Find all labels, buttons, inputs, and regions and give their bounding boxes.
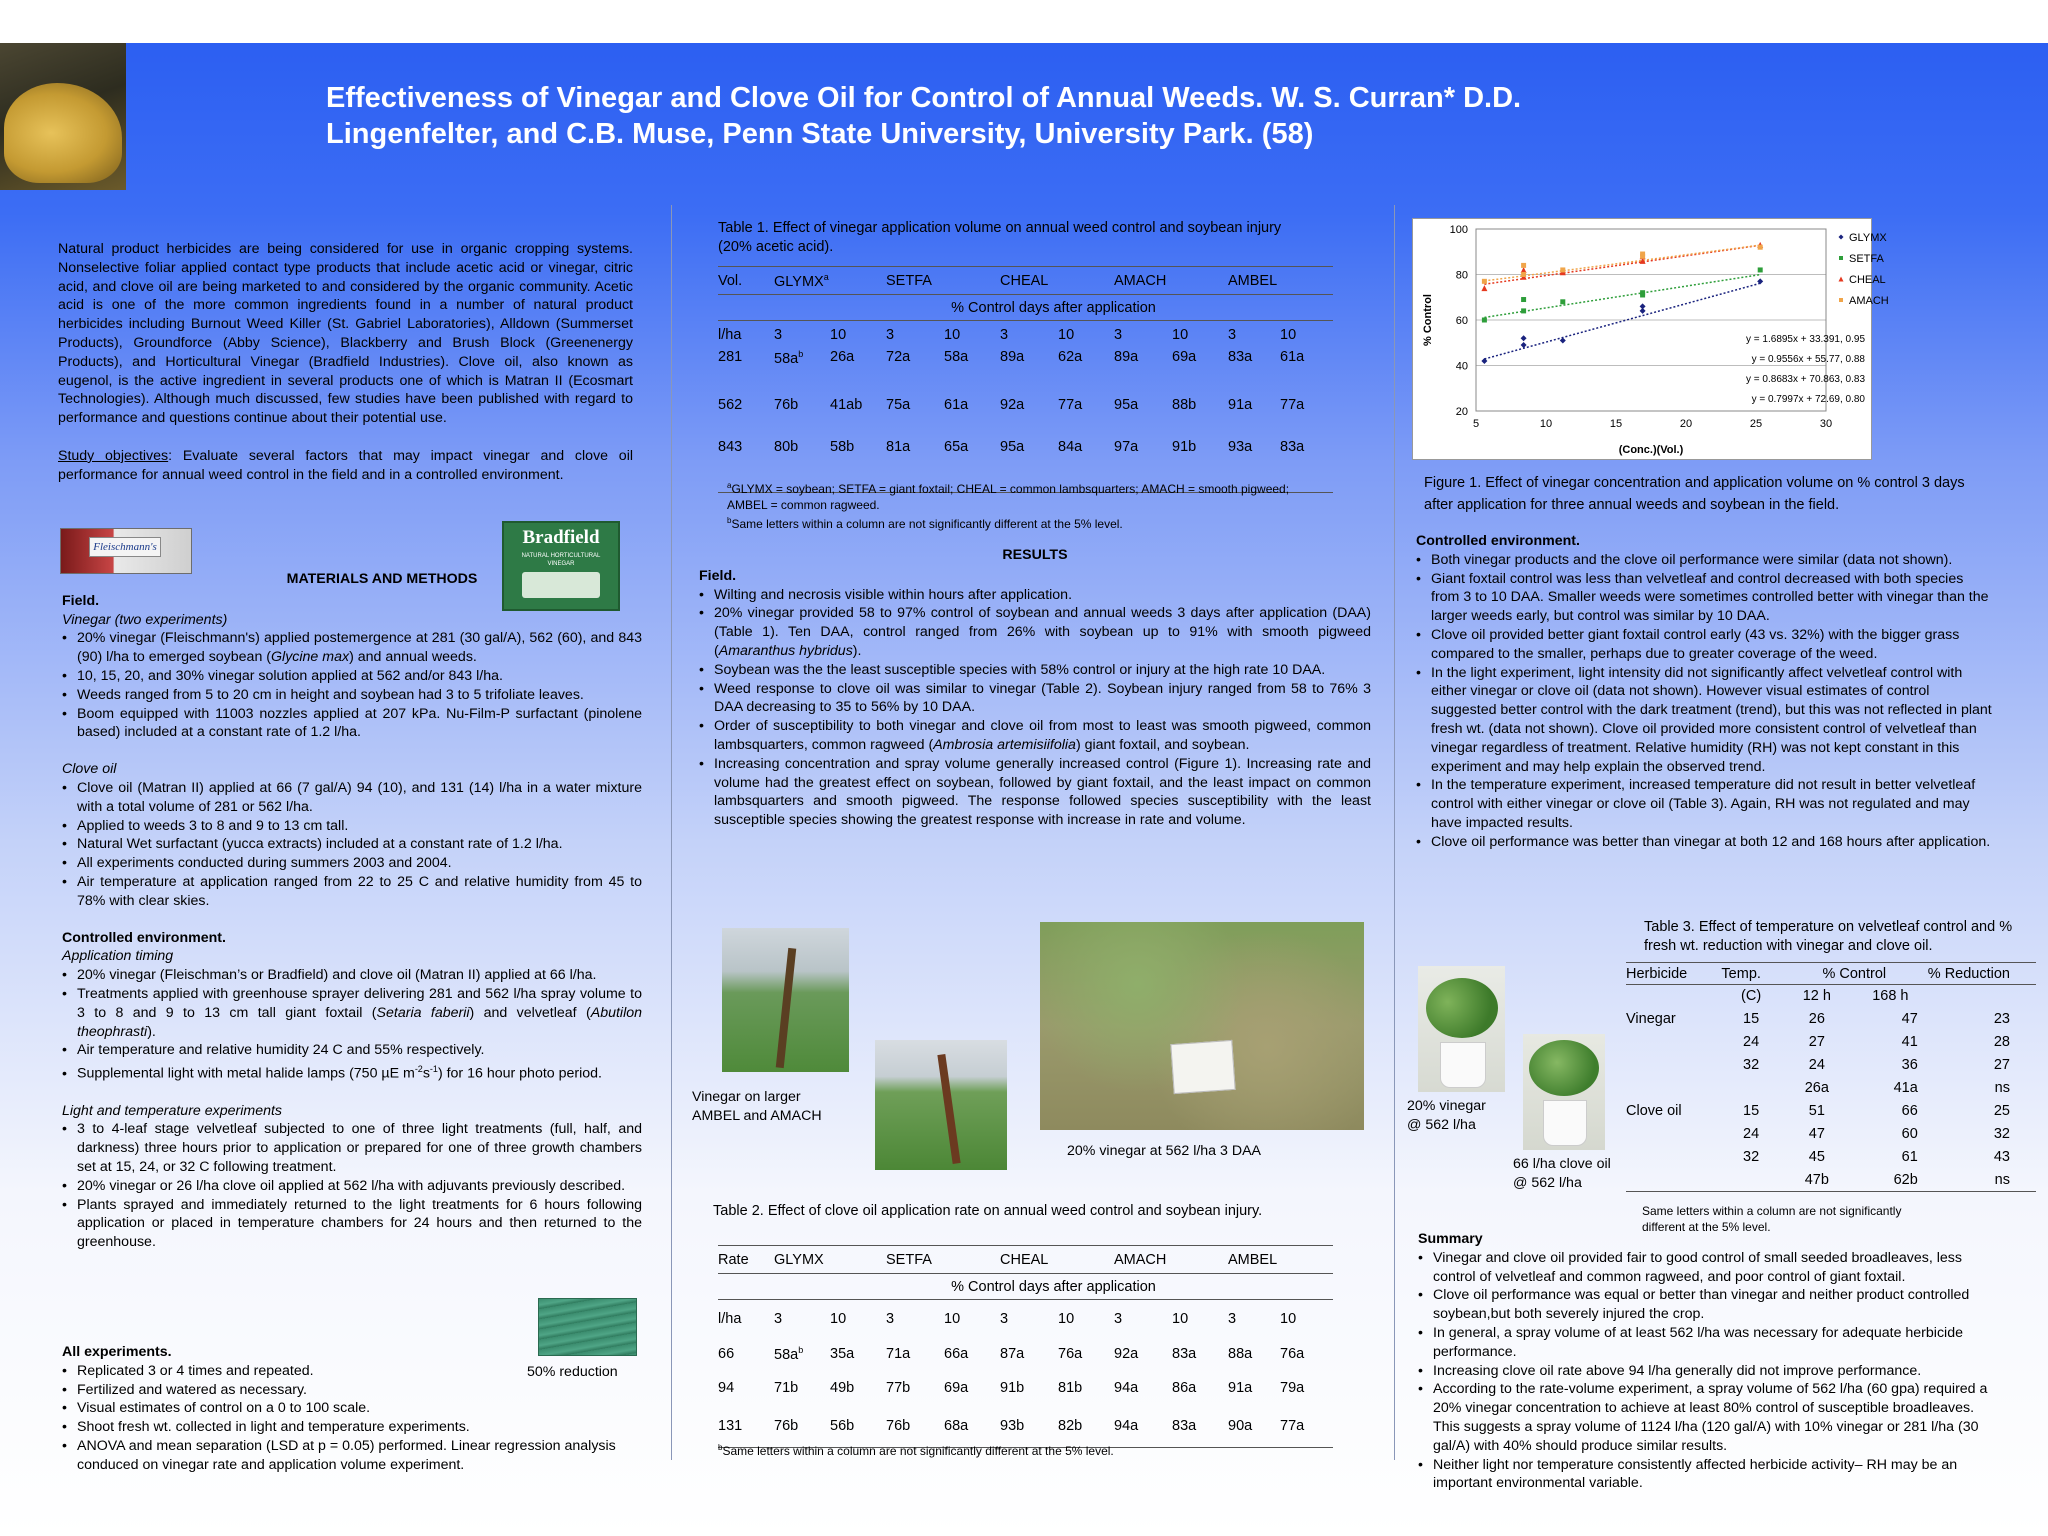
list-item: • Weed response to clove oil was similar to vinegar (Table 2). Soybean injury ranged from 58 to 76% 3 DAA decreasing to 35 to 56% by 10 DAA. [699, 680, 1371, 718]
plant-pot-shape [1543, 1100, 1587, 1146]
list-item: • Increasing clove oil rate above 94 l/ha generally did not improve performance. [1418, 1362, 2003, 1381]
table-row: 66 $58a^b$ 35a 71a 66a 87a 76a 92a 83a 88a 76a [718, 1344, 1305, 1363]
y-tick-20: 20 [1455, 406, 1468, 418]
list-item: • 20% vinegar (Fleischman’s or Bradfield) and clove oil (Matran II) applied at 66 l/ha. [62, 966, 642, 985]
fleischmanns-logo [60, 528, 192, 574]
table2-col-rate: Rate [718, 1251, 749, 1268]
field-plot-caption: 20% vinegar at 562 l/ha 3 DAA [1067, 1143, 1262, 1159]
table-row: 32 24 36 27 [1743, 1057, 2010, 1073]
results-field-heading: Field. [699, 567, 737, 584]
x-axis-label: (Conc.)(Vol.) [1618, 444, 1684, 456]
vinegar-experiments-heading: Vinegar (two experiments) [62, 611, 228, 628]
list-item: • Clove oil performance was equal or better than vinegar and neither product controlled soybean,but both severely injured the crop. [1418, 1286, 2003, 1324]
controlled-results-heading: Controlled environment. [1416, 533, 1580, 549]
list-item: • Shoot fresh wt. collected in light and temperature experiments. [62, 1418, 642, 1437]
list-item: • Giant foxtail control was less than velvetleaf and control decreased with both species from 3 to 10 DAA. Smaller weeds were sometimes controlled better with vinegar than the larger weeds early, but control was similar by 10 DAA. [1416, 570, 1992, 626]
list-item: • Soybean was the the least susceptible species with 58% control or injury at the high rate 10 DAA. [699, 661, 1371, 680]
list-item: • Boom equipped with 11003 nozzles applied at 207 kPa. Nu-Film-P surfactant (pinolene based) included at a constant rate of 1.2 l/ha. [62, 705, 642, 743]
table2-subheader: % Control days after application [951, 1278, 1156, 1295]
results-section [699, 546, 1371, 830]
list-item: • 20% vinegar (Fleischmann's) applied postemergence at 281 (30 gal/A), 562 (60), and 843 (90) l/ha to emerged soybean (Glycine max) and annual weeds. [62, 629, 642, 667]
poster-title [326, 80, 1726, 152]
field-plot-photo [1040, 922, 1364, 1130]
weed-stem-shape [776, 948, 796, 1068]
timing-methods-list [62, 966, 642, 1084]
point-amach-0 [1482, 279, 1487, 284]
table-row: 24 47 60 32 [1743, 1126, 2010, 1142]
equation-cheal: y = 0.8683x + 70.863, 0.83 [1746, 374, 1865, 385]
velvetleaf-vinegar-photo [1418, 966, 1505, 1092]
table1-footnote-b: $^b$Same letters within a column are not significantly different at the 5% level. [727, 516, 1123, 531]
y-tick-80: 80 [1455, 269, 1468, 282]
list-item: • Natural Wet surfactant (yucca extracts) included at a constant rate of 1.2 l/ha. [62, 835, 642, 854]
trendline-glymx [1484, 283, 1760, 359]
point-cheal-0 [1481, 285, 1487, 291]
list-item: • Vinegar and clove oil provided fair to good control of small seeded broadleaves, less control of velvetleaf and common ragweed, and poor control of giant foxtail. [1418, 1249, 2003, 1287]
list-item: • Air temperature and relative humidity 24 C and 55% respectively. [62, 1041, 642, 1060]
legend-marker-cheal [1839, 277, 1844, 282]
list-item: • Applied to weeds 3 to 8 and 9 to 13 cm tall. [62, 817, 642, 836]
chart-points [1481, 242, 1763, 364]
results-list [699, 586, 1371, 830]
table-row: 94 71b 49b 77b 69a 91b 81b 94a 86a 91a 79a [718, 1379, 1305, 1396]
table1-col-vol: Vol. [718, 272, 743, 289]
all-experiments-heading: All experiments. [62, 1344, 172, 1360]
table1-col-glymx: GLYMX$^a$ [774, 271, 829, 290]
list-item: • Fertilized and watered as necessary. [62, 1381, 642, 1400]
study-objectives [58, 447, 633, 485]
list-item: • ANOVA and mean separation (LSD at p = 0.05) performed. Linear regression analysis conduced on vinegar rate and application volume experiment. [62, 1437, 642, 1475]
point-setfa-1 [1521, 308, 1526, 313]
table3-col-reduction: % Reduction [1927, 965, 2010, 982]
list-item: • Visual estimates of control on a 0 to 100 scale. [62, 1399, 642, 1418]
objectives-text: : Evaluate several factors that may impact vinegar and clove oil performance for annual weed control in the field and in a controlled environment. [58, 447, 634, 483]
table-row: 131 76b 56b 76b 68a 93b 82b 94a 83a 90a 77a [718, 1406, 1333, 1448]
table-row: l/ha 3 10 3 10 3 10 3 10 3 10 [718, 1310, 1297, 1327]
table-row: 32 45 61 43 [1743, 1149, 2010, 1165]
list-item: • Clove oil performance was better than vinegar at both 12 and 168 hours after application. [1416, 833, 1992, 852]
x-tick-20: 20 [1679, 418, 1693, 430]
list-item: • Clove oil provided better giant foxtail control early (43 vs. 32%) with the bigger grass compared to the smaller, perhaps due to greater coverage of the weed. [1416, 626, 1992, 664]
table3-footnote: Same letters within a column are not significantly different at the 5% level. [1642, 1204, 1902, 1234]
list-item: • Supplemental light with metal halide lamps (750 µE $m^{-2}s^{-1}$) for 16 hour photo period. [62, 1060, 642, 1084]
table-row: 26a 41a ns [1804, 1080, 2010, 1096]
point-setfa-2 [1521, 297, 1526, 302]
title-line-1: Effectiveness of Vinegar and Clove Oil for Control of Annual Weeds. W. S. Curran* D.D. [326, 82, 1522, 114]
point-setfa-3 [1560, 299, 1565, 304]
equation-glymx: y = 1.6895x + 33.391, 0.95 [1746, 334, 1865, 345]
table1-col-amach: AMACH [1114, 272, 1167, 289]
table1 [718, 266, 1333, 493]
column-divider-1 [671, 205, 672, 1460]
y-tick-100: 100 [1449, 224, 1468, 236]
application-timing-heading: Application timing [62, 948, 174, 965]
figure1-chart-panel [1412, 218, 1889, 460]
list-item: • 10, 15, 20, and 30% vinegar solution applied at 562 and/or 843 l/ha. [62, 667, 642, 686]
weed-photo-2 [875, 1040, 1007, 1170]
table1-subheader: % Control days after application [951, 299, 1156, 316]
velvetleaf-clove-photo [1523, 1034, 1605, 1150]
controlled-results-section [1416, 532, 1998, 852]
title-line-2: Lingenfelter, and C.B. Muse, Penn State University, University Park. (58) [326, 118, 1314, 150]
y-tick-60: 60 [1455, 315, 1468, 327]
point-glymx-6 [1757, 278, 1763, 284]
list-item: • In general, a spray volume of at least 562 l/ha was necessary for adequate herbicide performance. [1418, 1324, 2003, 1362]
list-item: • 20% vinegar or 26 l/ha clove oil applied at 562 l/ha with adjuvants previously described. [62, 1177, 642, 1196]
equation-amach: y = 0.7997x + 72.69, 0.80 [1751, 394, 1865, 405]
table-row: l/ha 3 10 3 10 3 10 3 10 3 10 [718, 326, 1297, 343]
list-item: • Order of susceptibility to both vinegar and clove oil from most to least was smooth pigweed, common lambsquarters, common ragweed (Ambrosia artemisiifolia) giant foxtail, and soybean. [699, 717, 1371, 755]
clove-methods-list [62, 779, 642, 911]
point-setfa-5 [1640, 292, 1645, 297]
summary-heading: Summary [1418, 1231, 1483, 1247]
legend-label-glymx: GLYMX [1849, 232, 1887, 244]
table1-col-cheal: CHEAL [1000, 272, 1049, 289]
table1-footnote-a: $^a$GLYMX = soybean; SETFA = giant foxtail; CHEAL = common lambsquarters; AMACH = smooth pigweed; AMBEL = common ragweed. [727, 481, 1290, 512]
point-glymx-5 [1640, 308, 1646, 314]
table-row [718, 1274, 1333, 1300]
table3-col-temp: Temp. [1721, 965, 1761, 982]
summary-section [1418, 1230, 2003, 1493]
list-item: • Clove oil (Matran II) applied at 66 (7 gal/A) 94 (10), and 131 (14) l/ha in a water mixture with a total volume of 281 or 562 l/ha. [62, 779, 642, 817]
table2-footnote: $^b$Same letters within a column are not significantly different at the 5% level. [718, 1443, 1114, 1458]
fleischmanns-sign: Fleischmann's [89, 537, 161, 557]
table-row [718, 1246, 1333, 1274]
point-amach-6 [1758, 245, 1763, 250]
x-tick-15: 15 [1609, 418, 1623, 430]
point-glymx-1 [1521, 342, 1527, 348]
legend-label-cheal: CHEAL [1849, 274, 1886, 286]
list-item: • According to the rate-volume experiment, a spray volume of 562 l/ha (60 gpa) required a 20% vinegar concentration to achieve at least 80% control of susceptible broadleaves. This suggests a spray volume of 1124 l/ha (120 gal/A) with 10% vinegar or 281 l/ha (30 gal/A) with 40% should produce similar results. [1418, 1380, 2003, 1455]
table-row [718, 267, 1333, 295]
table2-col-glymx: GLYMX [774, 1251, 824, 1268]
x-tick-30: 30 [1819, 418, 1833, 430]
equation-setfa: y = 0.9556x + 55.77, 0.88 [1751, 354, 1865, 365]
shade-cloth-caption: 50% reduction [527, 1364, 618, 1380]
list-item: • Weeds ranged from 5 to 20 cm in height and soybean had 3 to 5 trifoliate leaves. [62, 686, 642, 705]
table-row: 24 27 41 28 [1743, 1034, 2010, 1050]
controlled-env-heading: Controlled environment. [62, 929, 226, 946]
table2-caption: Table 2. Effect of clove oil application rate on annual weed control and soybean injury. [713, 1203, 1263, 1219]
x-tick-5: 5 [1472, 418, 1480, 430]
legend-label-setfa: SETFA [1849, 253, 1884, 265]
clove-oil-heading: Clove oil [62, 761, 117, 778]
point-glymx-3 [1560, 337, 1566, 343]
list-item: • Wilting and necrosis visible within hours after application. [699, 586, 1371, 605]
list-item: • Increasing concentration and spray volume generally increased control (Figure 1). Increasing rate and volume had the greatest effect on soybean, followed by giant foxtail, and the least impact on common lambsquarters and smooth pigweed. The response followed species susceptibility with the least susceptible species showing the greatest response with increase in rate and volume. [699, 755, 1371, 830]
table2 [718, 1245, 1333, 1448]
figure1-caption: Figure 1. Effect of vinegar concentration and application volume on % control 3 days after application for three annual weeds and soybean in the field. [1424, 475, 1965, 513]
all-experiments-section [62, 1343, 642, 1475]
intro-paragraph: Natural product herbicides are being considered for use in organic cropping systems. Nonselective foliar applied contact type products that include acetic acid or vinegar, citric acid, and clove oil are being marketed to and considered by the organic community. Acetic acid is one of the more common ingredients found in a number of natural product herbicides including Burnout Weed Killer (St. Gabriel Laboratories), Alldown (Summerset Products), Groundforce (Abby Science), Blackberry and Brush Block (Greenenergy Products), and Horticultural Vinegar (Bradfield Industries). Clove oil, also known as eugenol, is the active ingredient in several products one of which is Matran II (Ecosmart Technologies). Although much discussed, few studies have been published with regard to performance and questions continue about their potential use. [58, 241, 633, 427]
intro-section [58, 240, 633, 485]
all-experiments-list [62, 1362, 642, 1475]
table-row: Clove oil 15 51 66 25 [1626, 1103, 2010, 1119]
table-row [1626, 963, 2036, 985]
table-row: Vinegar 15 26 47 23 [1626, 1011, 2010, 1027]
plant-foliage-shape [1529, 1040, 1599, 1096]
larger-weeds-caption: Vinegar on larger AMBEL and AMACH [692, 1089, 822, 1124]
plant-pot-shape [1440, 1042, 1486, 1088]
nittany-lion-photo [0, 43, 126, 190]
list-item: • 3 to 4-leaf stage velvetleaf subjected to one of three light treatments (full, half, and darkness) three hours prior to application or prepared for one of three growth chambers set at 15, 24, or 32 C following treatment. [62, 1120, 642, 1176]
chart-trendlines [1484, 245, 1760, 359]
light-temp-heading: Light and temperature experiments [62, 1102, 283, 1119]
list-item: • Neither light nor temperature consistently affected herbicide activity– RH may be an important environmental variable. [1418, 1456, 2003, 1494]
clove-plant-caption: 66 l/ha clove oil @ 562 l/ha [1513, 1156, 1611, 1191]
x-tick-10: 10 [1539, 418, 1553, 430]
table1-col-setfa: SETFA [886, 272, 932, 289]
legend-marker-glymx [1839, 235, 1844, 240]
table2-col-setfa: SETFA [886, 1251, 932, 1268]
table3-caption: Table 3. Effect of temperature on velvetleaf control and % fresh wt. reduction with vinegar and clove oil. [1644, 919, 2013, 954]
point-setfa-0 [1482, 318, 1487, 323]
column-divider-2 [1394, 205, 1395, 1460]
weed-photo-1 [722, 928, 849, 1072]
point-amach-5 [1640, 254, 1645, 259]
list-item: • All experiments conducted during summers 2003 and 2004. [62, 854, 642, 873]
list-item: • Both vinegar products and the clove oil performance were similar (data not shown). [1416, 551, 1992, 570]
chart-equations [1746, 334, 1865, 405]
list-item: • Replicated 3 or 4 times and repeated. [62, 1362, 642, 1381]
list-item: • Plants sprayed and immediately returned to the light treatments for 6 hours following application or placed in temperature chambers for 24 hours and then returned to the greenhouse. [62, 1196, 642, 1252]
point-amach-2 [1521, 263, 1526, 268]
results-heading: RESULTS [1002, 547, 1068, 563]
bradfield-brand: Bradfield [522, 527, 600, 548]
plot-label-card [1170, 1040, 1235, 1094]
table3 [1626, 962, 2036, 1192]
legend-marker-setfa [1839, 256, 1843, 260]
table2-col-amach: AMACH [1114, 1251, 1167, 1268]
legend-label-amach: AMACH [1849, 295, 1889, 307]
table1-col-ambel: AMBEL [1228, 272, 1278, 289]
legend-marker-amach [1839, 298, 1843, 302]
methods-field-heading: Field. [62, 592, 100, 609]
table2-col-ambel: AMBEL [1228, 1251, 1278, 1268]
list-item: • In the light experiment, light intensity did not significantly affect velvetleaf control with either vinegar or clove oil (data not shown). However visual estimates of control suggested better control with the dark treatment (trend), but this was not reflected in plant fresh wt. (data not shown). Clove oil provided more consistent control of velvetleaf than vinegar regardless of treatment. Relative humidity (RH) was not kept constant in this experiment and may help explain the observed trend. [1416, 664, 1992, 777]
point-glymx-2 [1521, 335, 1527, 341]
methods-section [62, 570, 642, 1252]
list-item: • Treatments applied with greenhouse sprayer delivering 281 and 562 l/ha spray volume to 3 to 8 and 9 to 13 cm tall giant foxtail (Setaria faberii) and velvetleaf (Abutilon theophrasti). [62, 985, 642, 1041]
table2-col-cheal: CHEAL [1000, 1251, 1049, 1268]
x-tick-25: 25 [1749, 418, 1763, 430]
y-axis-label: % Control [1422, 294, 1434, 346]
weed-stem-shape [937, 1054, 960, 1164]
bradfield-subtitle: NATURAL HORTICULTURAL VINEGAR [521, 553, 601, 567]
objectives-label: Study objectives [58, 447, 169, 464]
list-item: • 20% vinegar provided 58 to 97% control of soybean and annual weeds 3 days after application (DAA) (Table 1). Ten DAA, control ranged from 26% with soybean up to 91% with smooth pigweed (Amaranthus hybridus). [699, 604, 1371, 660]
list-item: • In the temperature experiment, increased temperature did not result in better velvetleaf control with either vinegar or clove oil (Table 3). Again, RH was not regulated and may have impacted results. [1416, 776, 1992, 832]
plant-foliage-shape [1426, 978, 1498, 1038]
lion-statue-shape [4, 83, 122, 183]
summary-list [1418, 1249, 2003, 1493]
methods-heading: MATERIALS AND METHODS [286, 571, 478, 587]
figure1-chart [1413, 219, 1889, 459]
vinegar-methods-list [62, 629, 642, 742]
point-setfa-6 [1758, 267, 1763, 272]
table-row [718, 295, 1333, 321]
table3-col-herbicide: Herbicide [1626, 965, 1688, 982]
table1-footnotes [727, 478, 1327, 532]
point-amach-3 [1560, 267, 1565, 272]
list-item: • Air temperature at application ranged from 22 to 25 C and relative humidity from 45 to 78% with clear skies. [62, 873, 642, 911]
controlled-results-list [1416, 551, 1998, 852]
table-row: 47b 62b ns [1626, 1169, 2036, 1192]
table3-col-control: % Control [1822, 965, 1887, 982]
table1-caption: Table 1. Effect of vinegar application volume on annual weed control and soybean injury (20% acetic acid). [718, 220, 1282, 255]
y-tick-40: 40 [1455, 360, 1468, 373]
light-temp-list [62, 1120, 642, 1252]
table-row: 843 80b 58b 81a 65a 95a 84a 97a 91b 93a 83a [718, 433, 1333, 493]
table-row: 562 76b 41ab 75a 61a 92a 77a 95a 88b 91a 77a [718, 396, 1305, 413]
vinegar-plant-caption: 20% vinegar @ 562 l/ha [1407, 1098, 1486, 1133]
point-amach-1 [1521, 272, 1526, 277]
table-row: 281 $58a^b$ 26a 72a 58a 89a 62a 89a 69a 83a 61a [718, 348, 1305, 367]
point-glymx-0 [1481, 358, 1487, 364]
table-row: (C) 12 h 168 h [1741, 988, 1909, 1005]
